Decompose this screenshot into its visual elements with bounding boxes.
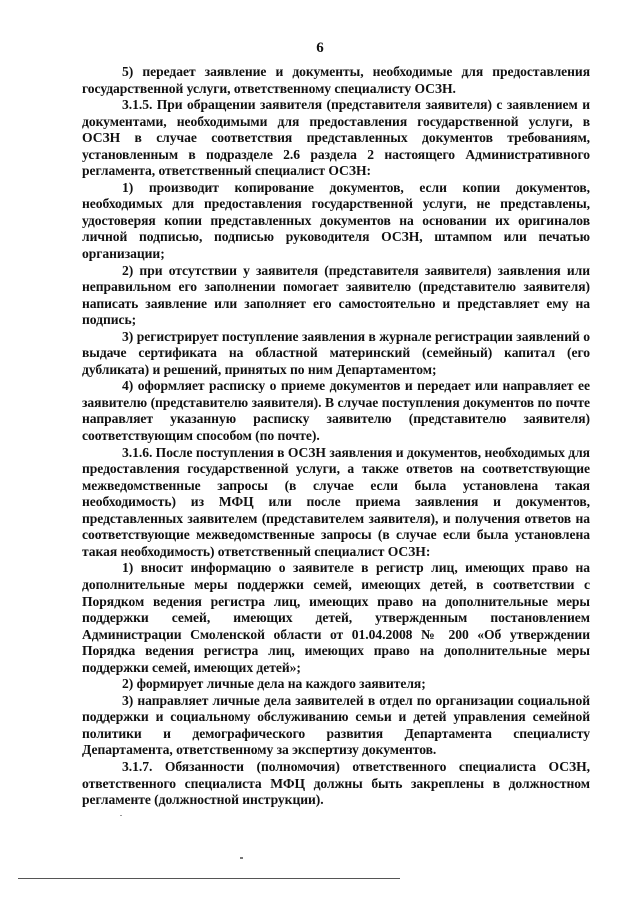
paragraph-3-1-5: 3.1.5. При обращении заявителя (представителя заявителя) с заявлением и документами, необходимыми для предоставления государственной услуги, в ОСЗН в случае соответствия представленных документов требованиям, установленным в подразделе 2.6 раздела 2 настоящего Административного регламента, ответственный специалист ОСЗН: <box>82 97 590 179</box>
paragraph-item-5: 5) передает заявление и документы, необходимые для предоставления государственной услуги, ответственному специалисту ОСЗН. <box>82 64 590 96</box>
paragraph-3-1-5-item-1: 1) производит копирование документов, если копии документов, необходимых для предоставления государственной услуги, не представлены, удостоверяя копии представленных документов на основании их оригиналов личной подписью, подписью руководителя ОСЗН, штампом или печатью организации; <box>82 179 590 262</box>
paragraph-3-1-5-item-4: 4) оформляет расписку о приеме документов и передает или направляет ее заявителю (представителю заявителя). В случае поступления документов по почте направляет указанную расписку заявителю (представителю заявителя) соответствующим способом (по почте). <box>82 378 590 444</box>
scan-dot <box>240 857 243 859</box>
paragraph-3-1-5-item-2: 2) при отсутствии у заявителя (представителя заявителя) заявления или неправильном его заполнении помогает заявителю (представителю заявителя) написать заявление или заполняет его самостоятельно и представляет ему на подпись; <box>82 262 590 328</box>
paragraph-3-1-6-item-3: 3) направляет личные дела заявителей в отдел по организации социальной поддержки и социальному обслуживанию семьи и детей управления семейной политики и демографического развития Департамента специалисту Департамента, ответственному за экспертизу документов. <box>82 692 590 758</box>
page-number: 6 <box>316 40 324 56</box>
paragraph-3-1-6-item-1: 1) вносит информацию о заявителе в регистр лиц, имеющих право на дополнительные меры поддержки семей, имеющих детей, в соответствии с Порядком ведения регистра лиц, имеющих право на дополнительные меры поддержки семей, имеющих детей, утвержденным постановлением Администрации Смоленской области от 01.04.2008 № 200 «Об утверждении Порядка ведения регистра лиц, имеющих право на дополнительные меры поддержки семей, имеющих детей»; <box>82 560 590 675</box>
footer-divider-line <box>18 878 400 879</box>
scan-speck <box>120 815 122 816</box>
paragraph-3-1-6-item-2: 2) формирует личные дела на каждого заявителя; <box>122 676 426 692</box>
paragraph-3-1-6: 3.1.6. После поступления в ОСЗН заявления и документов, необходимых для предоставления государственной услуги, а также ответов на соответствующие межведомственные запросы (в случае если была установлена такая необходимость) из МФЦ или после приема заявления и документов, представленных заявителем (представителем заявителя), и получения ответов на соответствующие межведомственные запросы (в случае если была установлена такая необходимость) ответственный специалист ОСЗН: <box>82 444 590 559</box>
document-body <box>82 64 590 809</box>
paragraph-3-1-5-item-3: 3) регистрирует поступление заявления в журнале регистрации заявлений о выдаче сертификата на областной материнский (семейный) капитал (его дубликата) и решений, принятых по ним Департаментом; <box>82 328 590 377</box>
paragraph-3-1-7: 3.1.7. Обязанности (полномочия) ответственного специалиста ОСЗН, ответственного специалиста МФЦ должны быть закреплены в должностном регламенте (должностной инструкции). <box>82 758 590 808</box>
